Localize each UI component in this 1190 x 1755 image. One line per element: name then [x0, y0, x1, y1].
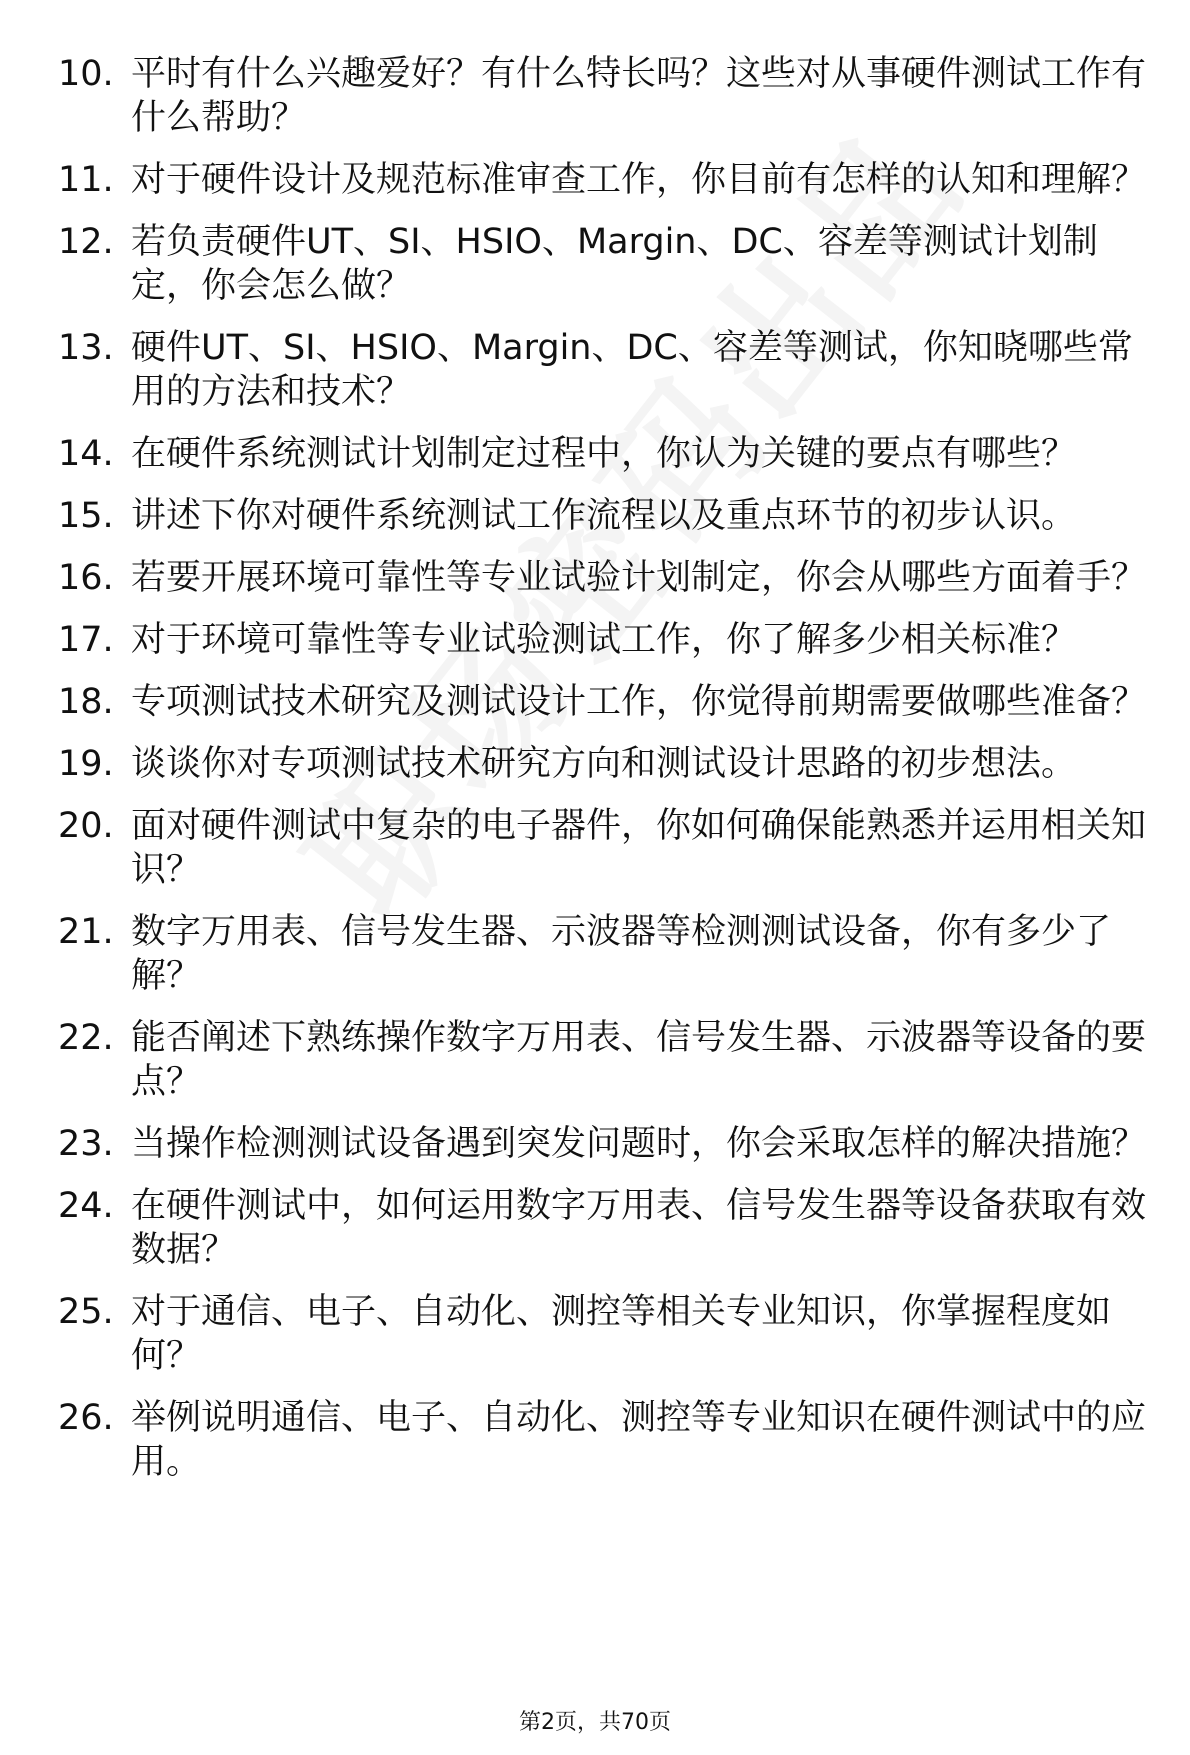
list-item: [58, 910, 1158, 998]
question-text: 若要开展环境可靠性等专业试验计划制定，你会从哪些方面着手？: [131, 558, 1147, 598]
question-number: 24.: [58, 1186, 114, 1226]
list-item: [58, 1396, 1158, 1484]
question-number: 13.: [58, 328, 114, 368]
question-number: 11.: [58, 160, 114, 200]
list-item: [58, 326, 1158, 414]
list-item: [58, 1122, 1158, 1166]
question-number: 26.: [58, 1398, 114, 1438]
question-number: 17.: [58, 620, 114, 660]
list-item: [58, 680, 1158, 724]
question-text: 在硬件测试中，如何运用数字万用表、信号发生器等设备获取有效数据？: [131, 1186, 1147, 1270]
question-number: 15.: [58, 496, 114, 536]
question-list: [58, 52, 1158, 1502]
question-text: 在硬件系统测试计划制定过程中，你认为关键的要点有哪些？: [131, 434, 1077, 474]
list-item: [58, 1184, 1158, 1272]
question-number: 21.: [58, 912, 114, 952]
question-number: 16.: [58, 558, 114, 598]
question-number: 22.: [58, 1018, 114, 1058]
question-text: 硬件UT、SI、HSIO、Margin、DC、容差等测试，你知晓哪些常用的方法和技术？: [131, 328, 1133, 412]
question-text: 面对硬件测试中复杂的电子器件，你如何确保能熟悉并运用相关知识？: [131, 806, 1147, 890]
question-number: 19.: [58, 744, 114, 784]
question-text: 谈谈你对专项测试技术研究方向和测试设计思路的初步想法。: [131, 744, 1077, 784]
question-text: 当操作检测测试设备遇到突发问题时，你会采取怎样的解决措施？: [131, 1124, 1147, 1164]
list-item: [58, 494, 1158, 538]
list-item: [58, 52, 1158, 140]
question-number: 20.: [58, 806, 114, 846]
list-item: [58, 432, 1158, 476]
list-item: [58, 556, 1158, 600]
question-text: 对于通信、电子、自动化、测控等相关专业知识，你掌握程度如何？: [131, 1292, 1112, 1376]
question-text: 数字万用表、信号发生器、示波器等检测测试设备，你有多少了解？: [131, 912, 1112, 996]
question-number: 10.: [58, 54, 114, 94]
question-number: 12.: [58, 222, 114, 262]
list-item: [58, 1290, 1158, 1378]
question-number: 14.: [58, 434, 114, 474]
question-number: 18.: [58, 682, 114, 722]
question-text: 对于硬件设计及规范标准审查工作，你目前有怎样的认知和理解？: [131, 160, 1147, 200]
list-item: [58, 618, 1158, 662]
list-item: [58, 158, 1158, 202]
question-text: 能否阐述下熟练操作数字万用表、信号发生器、示波器等设备的要点？: [131, 1018, 1147, 1102]
question-text: 举例说明通信、电子、自动化、测控等专业知识在硬件测试中的应用。: [131, 1398, 1147, 1482]
question-text: 专项测试技术研究及测试设计工作，你觉得前期需要做哪些准备？: [131, 682, 1147, 722]
list-item: [58, 1016, 1158, 1104]
question-text: 讲述下你对硬件系统测试工作流程以及重点环节的初步认识。: [131, 496, 1077, 536]
question-text: 平时有什么兴趣爱好？有什么特长吗？这些对从事硬件测试工作有什么帮助？: [131, 54, 1147, 138]
question-number: 25.: [58, 1292, 114, 1332]
page-number: 第2页，共70页: [519, 1710, 671, 1735]
list-item: [58, 220, 1158, 308]
question-text: 若负责硬件UT、SI、HSIO、Margin、DC、容差等测试计划制定，你会怎么做？: [131, 222, 1098, 306]
list-item: [58, 804, 1158, 892]
list-item: [58, 742, 1158, 786]
question-text: 对于环境可靠性等专业试验测试工作，你了解多少相关标准？: [131, 620, 1077, 660]
question-number: 23.: [58, 1124, 114, 1164]
